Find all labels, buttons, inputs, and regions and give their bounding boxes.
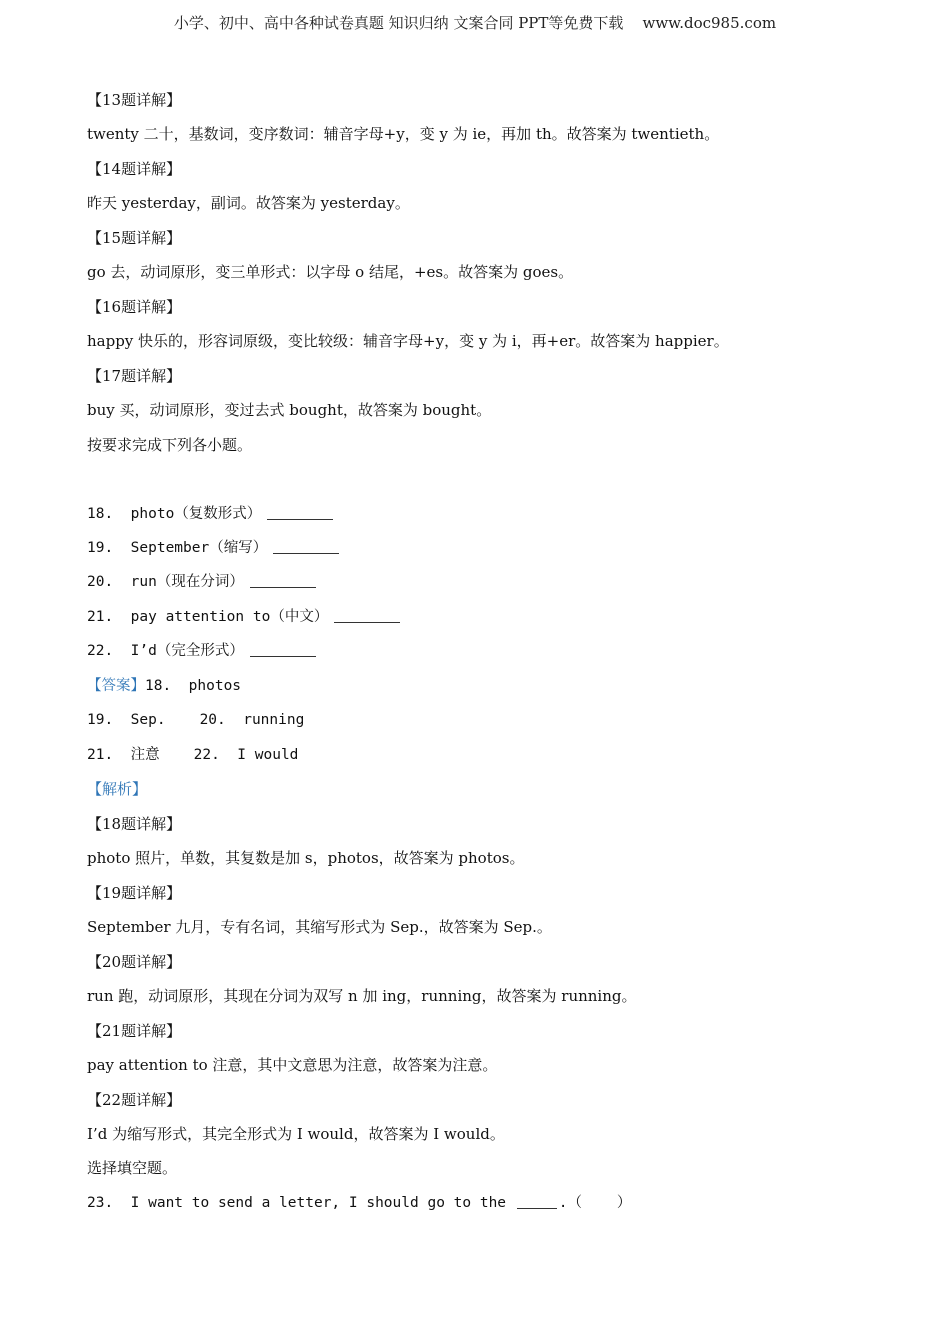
detail-heading-15: 【15题详解】 [87,229,182,247]
question-22: 22. I’d（完全形式） [87,641,316,661]
detail-heading-18: 【18题详解】 [87,815,182,833]
detail-text-21: pay attention to 注意，其中文意思为注意，故答案为注意。 [87,1056,498,1074]
detail-text-20: run 跑，动词原形，其现在分词为双写 n 加 ing，running，故答案为 running。 [87,987,637,1005]
detail-heading-21: 【21题详解】 [87,1022,182,1040]
detail-text-22: I’d 为缩写形式，其完全形式为 I would，故答案为 I would。 [87,1125,505,1143]
answer-label: 【答案】 [87,678,145,694]
answer-20: 20. running [199,712,305,728]
detail-text-13: twenty 二十，基数词，变序数词：辅音字母+y，变 y 为 ie，再加 th。故答案为 twentieth。 [87,125,720,143]
question-23: 23. I want to send a letter, I should go to the .（ ） [87,1195,632,1211]
detail-heading-20: 【20题详解】 [87,953,182,971]
question-21: 21. pay attention to（中文） [87,607,400,627]
answer-blank [267,505,333,520]
detail-heading-17: 【17题详解】 [87,367,182,385]
detail-heading-19: 【19题详解】 [87,884,182,902]
question-19: 19. September（缩写） [87,538,339,558]
answer-18: 18. photos [145,678,242,694]
answer-blank [334,608,400,623]
detail-heading-14: 【14题详解】 [87,160,182,178]
detail-text-18: photo 照片，单数，其复数是加 s，photos，故答案为 photos。 [87,849,525,867]
answer-line-2 [87,710,304,730]
analysis-label: 【解析】 [87,780,148,798]
detail-text-19: September 九月，专有名词，其缩写形式为 Sep.，故答案为 Sep.。 [87,918,552,936]
detail-heading-13: 【13题详解】 [87,91,182,109]
answer-blank [250,642,316,657]
answer-blank [250,573,316,588]
page-header: 小学、初中、高中各种试卷真题 知识归纳 文案合同 PPT等免费下载 www.doc985.com [173,14,777,32]
answer-21: 21. 注意 [87,747,160,763]
answer-line-1 [87,676,241,696]
answer-line-3 [87,745,298,765]
answer-19: 19. Sep. [87,712,166,728]
instruction-1: 按要求完成下列各小题。 [87,436,253,454]
answer-22: 22. I would [193,747,299,763]
detail-text-14: 昨天 yesterday，副词。故答案为 yesterday。 [87,194,410,212]
detail-text-16: happy 快乐的，形容词原级，变比较级：辅音字母+y，变 y 为 i，再+er。故答案为 happier。 [87,332,729,350]
detail-heading-16: 【16题详解】 [87,298,182,316]
instruction-2: 选择填空题。 [87,1159,178,1177]
detail-text-15: go 去，动词原形，变三单形式：以字母 o 结尾，+es。故答案为 goes。 [87,263,574,281]
detail-text-17: buy 买，动词原形，变过去式 bought，故答案为 bought。 [87,401,492,419]
answer-blank [273,539,339,554]
answer-blank [517,1194,557,1209]
question-18: 18. photo（复数形式） [87,504,333,524]
detail-heading-22: 【22题详解】 [87,1091,182,1109]
question-20: 20. run（现在分词） [87,572,316,592]
